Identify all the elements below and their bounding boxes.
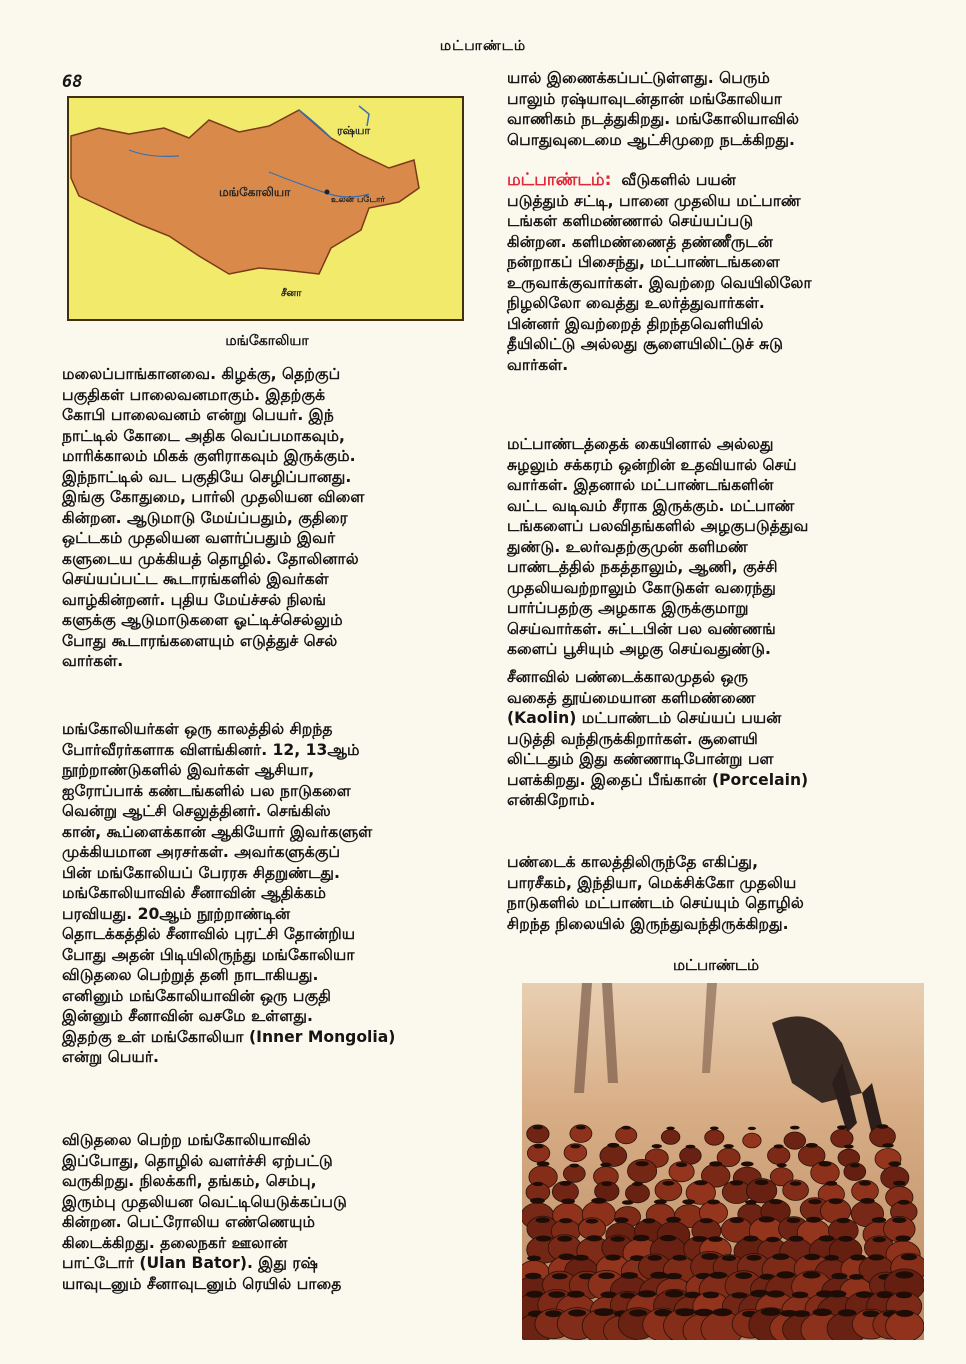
pot-mouth	[849, 1274, 864, 1280]
pot-mouth	[789, 1236, 804, 1242]
pot-mouth	[896, 1310, 913, 1317]
pot-mouth	[819, 1161, 832, 1166]
pot-mouth	[837, 1218, 850, 1223]
pot-mouth	[787, 1218, 801, 1223]
pot-mouth	[536, 1217, 550, 1223]
pot-mouth	[806, 1217, 821, 1223]
pot-mouth	[767, 1290, 785, 1297]
pot-mouth	[732, 1292, 747, 1298]
pot-mouth	[525, 1273, 541, 1279]
pot-mouth	[825, 1181, 837, 1186]
pot-mouth	[860, 1198, 875, 1204]
pot-mouth	[633, 1235, 649, 1242]
pot-mouth	[650, 1272, 667, 1279]
pot-mouth	[761, 1308, 781, 1316]
pot-mouth	[741, 1162, 754, 1167]
pot-mouth	[629, 1309, 647, 1316]
pot-mouth	[755, 1180, 769, 1185]
pot-mouth	[888, 1161, 901, 1166]
map-label-mongolia: மங்கோலியா	[219, 185, 291, 199]
pot-mouth	[607, 1143, 619, 1148]
pot-mouth	[606, 1255, 621, 1261]
photo-caption: மட்பாண்டம்	[672, 956, 760, 974]
pot-mouth	[730, 1180, 743, 1185]
pot-mouth	[686, 1145, 696, 1149]
map-caption: மங்கோலியா	[225, 333, 309, 349]
pot-mouth	[611, 1236, 625, 1242]
pottery-photo-drawing	[522, 983, 924, 1340]
pot-mouth	[533, 1125, 543, 1129]
pot-mouth	[586, 1235, 602, 1241]
pot-mouth	[598, 1273, 615, 1280]
pot-mouth	[793, 1310, 810, 1317]
pot-mouth	[676, 1162, 687, 1167]
pot-mouth	[824, 1255, 839, 1261]
mongolia-map	[67, 96, 464, 321]
pot-mouth	[594, 1308, 614, 1316]
pot	[626, 1184, 650, 1203]
right-paragraph-3: மட்பாண்டத்தைக் கையினால் அல்லது சுழலும் சக்கரம் ஒன்றின் உதவியால் செய் வார்கள். இதனால் மட்பாண்டங்களின் வட்ட வடிவம் சீராக இருக்கும். மட்பாண் டங்களைப் பலவிதங்களில் அழகுபடுத்துவ துண்டு. உலர்வதற்குமுன் களிமண் பாண்டத்தில் நகத்தாலும், ஆணி, குச்சி முதலியவற்றாலும் கோடுகள் வரைந்து பார்ப்பதற்கு அழகாக இருக்குமாறு செய்வார்கள். சுட்டபின் பல வண்ணங் களைப் பூசியும் அழகு செய்வதுண்டு.	[507, 435, 809, 658]
right-paragraph-1: யால் இணைக்கப்பட்டுள்ளது. பெரும் பாலும் ரஷ்யாவுடன்தான் மங்கோலியா வாணிகம் நடத்துகிறது. மங்கோலியாவில் பொதுவுடைமை ஆட்சிமுறை நடக்கிறது.	[507, 69, 800, 149]
pot-mouth	[700, 1218, 713, 1223]
pot-mouth	[557, 1236, 572, 1242]
pot-mouth	[560, 1181, 572, 1186]
pot-mouth	[869, 1254, 885, 1260]
pot-mouth	[766, 1237, 780, 1242]
pot-mouth	[893, 1181, 905, 1186]
pot-mouth	[895, 1235, 910, 1241]
pot-mouth	[708, 1236, 722, 1242]
pot-mouth	[898, 1200, 910, 1205]
pot-mouth	[759, 1216, 775, 1222]
pot-mouth	[666, 1273, 682, 1279]
pot-mouth	[829, 1199, 843, 1204]
pot-mouth	[723, 1144, 733, 1148]
pot-mouth	[636, 1161, 649, 1166]
pot-mouth	[672, 1255, 687, 1261]
pot-mouth	[621, 1126, 631, 1130]
pot-mouth	[710, 1272, 727, 1279]
pot-mouth	[666, 1217, 681, 1223]
pot-mouth	[877, 1124, 889, 1129]
pot-mouth	[730, 1218, 744, 1224]
pot-mouth	[601, 1182, 612, 1186]
pot-mouth	[774, 1144, 784, 1148]
pot-mouth	[632, 1182, 643, 1186]
pot-mouth	[895, 1271, 913, 1278]
right-paragraph-5: பண்டைக் காலத்திலிருந்தே எகிப்து, பாரசீகம், இந்தியா, மெக்சிக்கோ முதலிய நாடுகளில் மட்பாண்டம் செய்யும் தொழில் சிறந்த நிலையில் இருந்துவந்திருக்கிறது.	[507, 853, 804, 933]
pot	[784, 1132, 806, 1149]
map-label-china: சீனா	[281, 288, 302, 299]
left-paragraph-1: மலைப்பாங்கானவை. கிழக்கு, தெற்குப் பகுதிகள் பாலைவனமாகும். இதற்குக் கோபி பாலைவனம் என்று பெயர். இந் நாட்டில் கோடை அதிக வெப்பமாகவும், மாரிக்காலம் மிகக் குளிராகவும் இருக்கும். இந்நாட்டில் வட பகுதியே செழிப்பானது. இங்கு கோதுமை, பார்லி முதலியன விளை கின்றன. ஆடுமாடு மேய்ப்பதும், குதிரை ஒட்டகம் முதலியன வளர்ப்பதும் இவர் களுடைய முக்கியத் தொழில். தோலினால் செய்யப்பட்ட கூடாரங்களில் இவர்கள் வாழ்கின்றனர். புதிய மேய்ச்சல் நிலங் களுக்கு ஆடுமாடுகளை ஓட்டிச்செல்லும் போது கூடாரங்களையும் எடுத்துச் செல் வார்கள்.	[62, 365, 365, 670]
pot-mouth	[872, 1217, 886, 1223]
map-label-russia: ரஷ்யா	[337, 124, 371, 137]
right-paragraph-4: சீனாவில் பண்டைக்காலமுதல் ஒரு வகைத் தூய்மையான களிமண்ணை (Kaolin) மட்பாண்டம் செய்யப் பயன் படுத்தி வந்திருக்கிறார்கள். சூளையி லிட்டதும் இது கண்ணாடிபோன்று பள பளக்கிறது. இதைப் பீங்கான் (Porcelain) என்கிறோம்.	[507, 668, 809, 809]
pot-mouth	[533, 1182, 544, 1186]
pot-mouth	[777, 1163, 787, 1167]
map-drawing	[69, 98, 462, 319]
pot-mouth	[622, 1200, 634, 1205]
pot-mouth	[552, 1273, 568, 1279]
pot-mouth	[792, 1292, 808, 1299]
pot-mouth	[804, 1254, 820, 1260]
map-label-ulan-bator: உலன் படோர்	[331, 195, 385, 205]
pot-mouth	[790, 1126, 800, 1130]
pot-mouth	[850, 1164, 860, 1168]
pot-mouth	[559, 1218, 572, 1223]
pot-mouth	[561, 1199, 575, 1205]
pot-mouth	[600, 1163, 611, 1167]
pot	[743, 1133, 761, 1148]
pot-mouth	[873, 1237, 886, 1242]
pot-mouth	[621, 1272, 638, 1279]
pot-mouth	[642, 1218, 655, 1223]
pot-mouth	[569, 1164, 579, 1168]
pot-mouth	[703, 1292, 719, 1299]
pot-mouth	[806, 1143, 818, 1148]
pot-mouth	[772, 1253, 789, 1260]
pot-mouth	[748, 1127, 756, 1130]
pot-mouth	[654, 1199, 667, 1204]
section-heading-pottery: மட்பாண்டம்:	[507, 170, 612, 190]
right-paragraph-2	[507, 170, 925, 375]
ulan-bator-dot	[325, 190, 330, 195]
pot-mouth	[666, 1127, 674, 1130]
pot-mouth	[586, 1219, 598, 1224]
pot-mouth	[675, 1308, 694, 1316]
pot-mouth	[844, 1145, 854, 1149]
pot-mouth	[896, 1292, 912, 1298]
pot-mouth	[790, 1181, 802, 1186]
pot-mouth	[537, 1161, 550, 1166]
pot-mouth	[707, 1200, 720, 1205]
pot-mouth	[892, 1217, 906, 1223]
pot	[661, 1130, 680, 1145]
pot-mouth	[576, 1126, 586, 1130]
pot-mouth	[570, 1144, 580, 1148]
pot-mouth	[548, 1291, 565, 1298]
pottery-photo	[522, 983, 924, 1340]
pot-mouth	[710, 1127, 719, 1130]
pot-mouth	[536, 1236, 551, 1242]
pot-mouth	[901, 1254, 917, 1261]
pot-mouth	[803, 1271, 821, 1278]
pot-mouth	[534, 1144, 544, 1148]
pot-mouth	[709, 1161, 722, 1166]
pot-mouth	[777, 1271, 795, 1278]
running-head: மட்பாண்டம்	[439, 38, 527, 54]
pot-mouth	[882, 1143, 894, 1148]
pot-mouth	[831, 1273, 847, 1279]
left-paragraph-2: மங்கோலியர்கள் ஒரு காலத்தில் சிறந்த போர்வீரர்களாக விளங்கினர். 12, 13ஆம் நூற்றாண்டுகளில் இவர்கள் ஆசியா, ஐரோப்பாக் கண்டங்களில் பல நாடுகளை வென்று ஆட்சி செலுத்தினர். செங்கிஸ் கான், கூப்ளைக்கான் ஆகியோர் இவர்களுள் முக்கியமான அரசர்கள். அவர்களுக்குப் பின் மங்கோலியப் பேரரசு சிதறுண்டது. மங்கோலியாவில் சீனாவின் ஆதிக்கம் பரவியது. 20ஆம் நூற்றாண்டின் தொடக்கத்தில் சீனாவில் புரட்சி தோன்றிய போது அதன் பிடியிலிருந்து மங்கோலியா விடுதலை பெற்றுத் தனி நாடாகியது. எனினும் மங்கோலியாவின் ஒரு பகுதி இன்னும் சீனாவின் வசமே உள்ளது. இதற்கு உள் மங்கோலியா (Inner Mongolia) என்று பெயர்.	[62, 720, 396, 1066]
pot	[881, 1166, 909, 1189]
pot-mouth	[819, 1235, 834, 1241]
pot-mouth	[665, 1290, 684, 1297]
pot-mouth	[591, 1198, 606, 1204]
pot-mouth	[614, 1217, 628, 1223]
pot-mouth	[743, 1236, 758, 1242]
right-paragraph-2-text: வீடுகளில் பயன் படுத்தும் சட்டி, பானை முதலிய மட்பாண் டங்கள் களிமண்ணால் செய்யப்படு கின்றன. களிமண்ணைத் தண்ணீருடன் நன்றாகப் பிசைந்து, மட்பாண்டங்களை உருவாக்குவார்கள். இவற்றை வெயிலிலோ நிழலிலோ வைத்து உலர்த்துவார்கள். பின்னர் இவற்றைத் திறந்தவெளியில் தீயிலிட்டு அல்லது சூளையிலிட்டுச் சுடு வார்கள்.	[507, 171, 812, 374]
pot-mouth	[559, 1254, 575, 1261]
pot-mouth	[568, 1309, 586, 1316]
pot-mouth	[638, 1290, 656, 1297]
pot-mouth	[838, 1236, 853, 1242]
pot-mouth	[713, 1308, 732, 1316]
pot-mouth	[567, 1291, 584, 1298]
pot-mouth	[769, 1199, 782, 1204]
pot-mouth	[647, 1255, 662, 1261]
pot-mouth	[660, 1235, 676, 1241]
page-number: 68	[62, 72, 83, 92]
pot-mouth	[813, 1309, 832, 1317]
pot-mouth	[722, 1255, 736, 1261]
pot-mouth	[808, 1199, 821, 1204]
pot-mouth	[574, 1255, 589, 1261]
pot-mouth	[745, 1200, 757, 1205]
pot-mouth	[828, 1290, 846, 1297]
pot-mouth	[662, 1181, 674, 1186]
pot-mouth	[850, 1254, 865, 1260]
pot-mouth	[735, 1272, 752, 1279]
left-paragraph-3: விடுதலை பெற்ற மங்கோலியாவில் இப்போது, தொழில் வளர்ச்சி ஏற்பட்டு வருகிறது. நிலக்கரி, தங்கம், செம்பு, இரும்பு முதலியன வெட்டியெடுக்கப்படு கின்றன. பெட்ரோலிய எண்ணெயும் கிடைக்கிறது. தலைநகர் ஊலான் பாட்டோர் (Ulan Bator). இது ரஷ் யாவுடனும் சீனாவுடனும் ரெயில் பாதை	[62, 1131, 347, 1293]
pot-mouth	[530, 1198, 545, 1204]
pot	[768, 1147, 790, 1165]
pot-mouth	[682, 1199, 695, 1204]
pot	[705, 1130, 724, 1145]
pot-mouth	[838, 1309, 856, 1316]
pot-mouth	[652, 1144, 662, 1148]
pot-mouth	[527, 1256, 541, 1262]
pot-mouth	[701, 1253, 718, 1260]
pot-mouth	[694, 1180, 707, 1185]
pot-mouth	[746, 1255, 761, 1261]
pot-mouth	[837, 1125, 847, 1129]
pot-mouth	[859, 1181, 871, 1186]
